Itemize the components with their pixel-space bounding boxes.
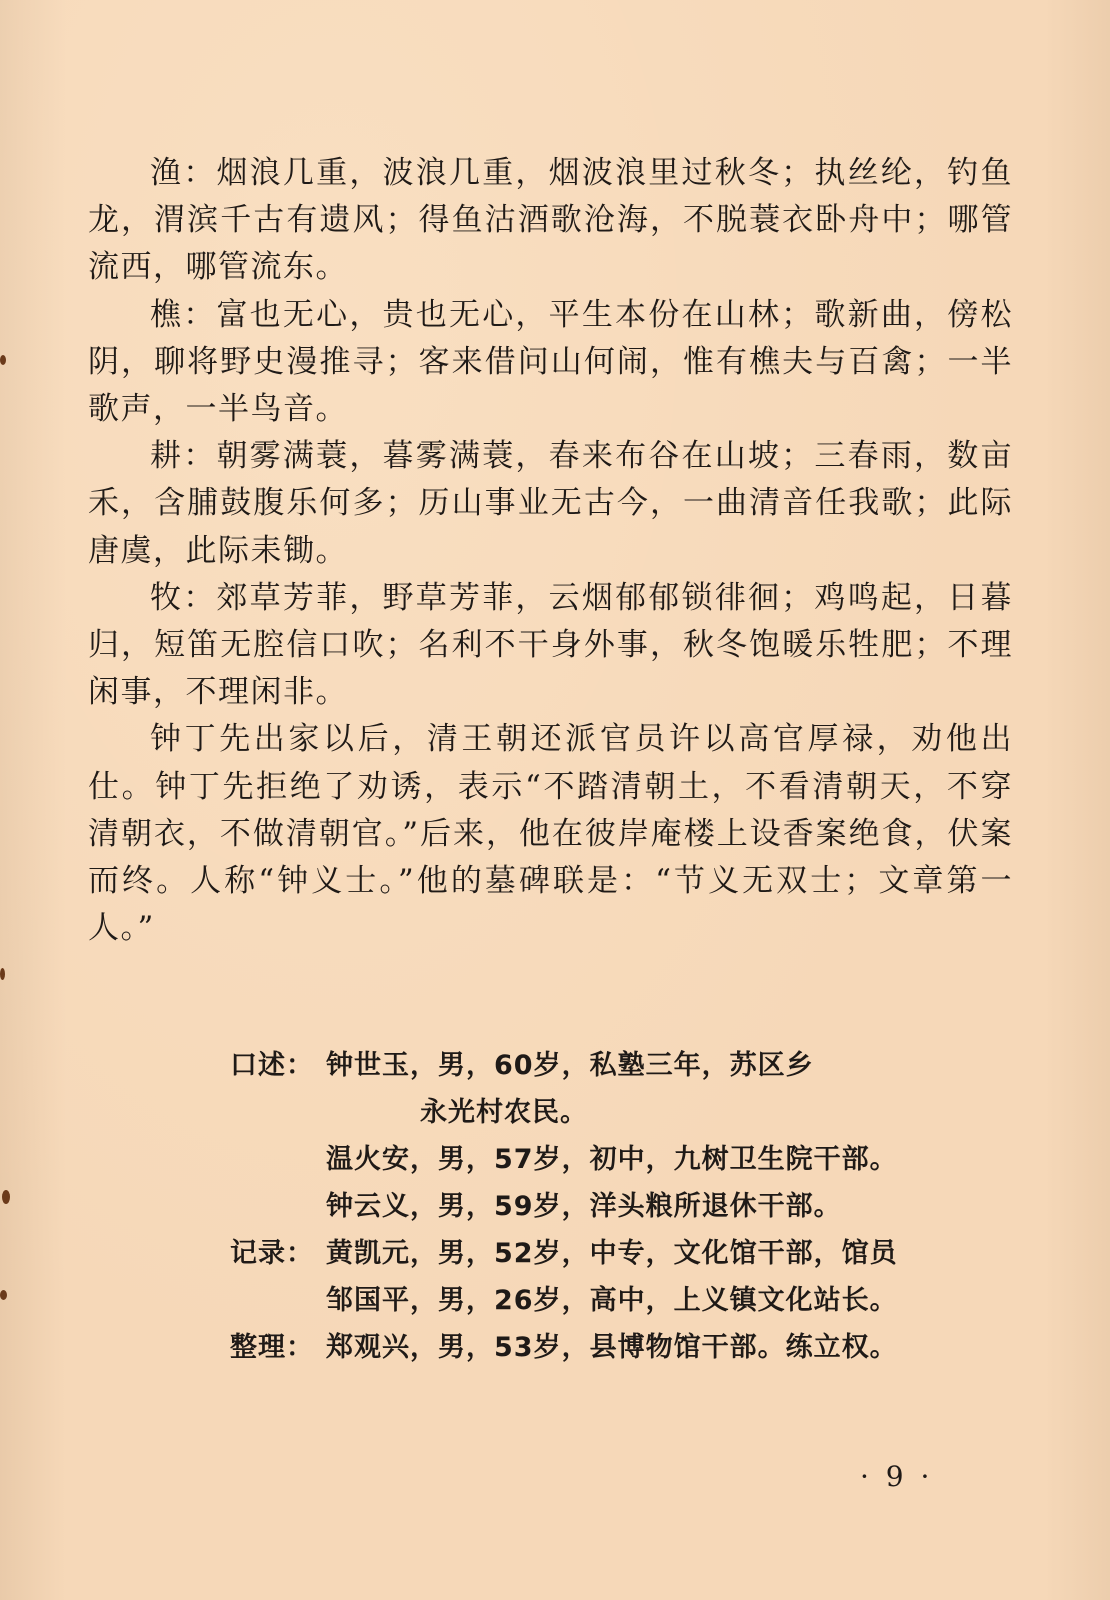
binding-mark-3: [2, 1190, 10, 1204]
narrator-1-line-2: 永光村农民。: [420, 1097, 588, 1128]
recorder-2: 邹国平，男，26岁，高中，上义镇文化站长。: [326, 1285, 898, 1316]
compiled-label: 整理：: [230, 1332, 314, 1363]
credit-narrator-2-row: [230, 1136, 1010, 1183]
narrator-1-line-1: 钟世玉，男，60岁，私塾三年，苏区乡: [326, 1050, 814, 1081]
paragraph-ending: 钟丁先出家以后，清王朝还派官员许以高官厚禄，劝他出仕。钟丁先拒绝了劝诱，表示“不踏清朝土，不看清朝天，不穿清朝衣，不做清朝官。”后来，他在彼岸庵楼上设香案绝食，伏案而终。人称“钟义士。”他的墓碑联是：“节义无双士；文章第一人。”: [88, 721, 1013, 947]
credits-block: [230, 1042, 1010, 1371]
credit-narrated-row: [230, 1042, 1010, 1089]
credit-narrator-1-continued: [230, 1089, 1010, 1136]
credit-compiled-row: [230, 1324, 1010, 1371]
narrator-2: 温火安，男，57岁，初中，九树卫生院干部。: [326, 1144, 898, 1175]
compiler: 郑观兴，男，53岁，县博物馆干部。练立权。: [326, 1332, 898, 1363]
narrated-label: 口述：: [230, 1050, 314, 1081]
story-text: [88, 150, 1013, 952]
page-number: · 9 ·: [860, 1460, 934, 1493]
credit-recorded-row: [230, 1230, 1010, 1277]
narrator-3: 钟云义，男，59岁，洋头粮所退休干部。: [326, 1191, 842, 1222]
credit-recorder-2-row: [230, 1277, 1010, 1324]
paragraph-herdsman: 牧：郊草芳菲，野草芳菲，云烟郁郁锁徘徊；鸡鸣起，日暮归，短笛无腔信口吹；名利不干身外事，秋冬饱暖乐牲肥；不理闲事，不理闲非。: [88, 579, 1013, 711]
paragraph-fisherman: 渔：烟浪几重，波浪几重，烟波浪里过秋冬；执丝纶，钓鱼龙，渭滨千古有遗风；得鱼沽酒歌沧海，不脱蓑衣卧舟中；哪管流西，哪管流东。: [88, 155, 1013, 286]
paragraph-woodcutter: 樵：富也无心，贵也无心，平生本份在山林；歌新曲，傍松阴，聊将野史漫推寻；客来借问山何闹，惟有樵夫与百禽；一半歌声，一半鸟音。: [88, 296, 1013, 428]
credit-narrator-3-row: [230, 1183, 1010, 1230]
binding-mark-4: [0, 1290, 7, 1300]
binding-mark-1: [0, 355, 6, 365]
binding-mark-2: [0, 968, 5, 980]
recorder-1: 黄凯元，男，52岁，中专，文化馆干部，馆员: [326, 1238, 898, 1269]
paragraph-farmer: 耕：朝雾满蓑，暮雾满蓑，春来布谷在山坡；三春雨，数亩禾，含脯鼓腹乐何多；历山事业无古今，一曲清音任我歌；此际唐虞，此际耒锄。: [88, 438, 1013, 569]
recorded-label: 记录：: [230, 1238, 314, 1269]
